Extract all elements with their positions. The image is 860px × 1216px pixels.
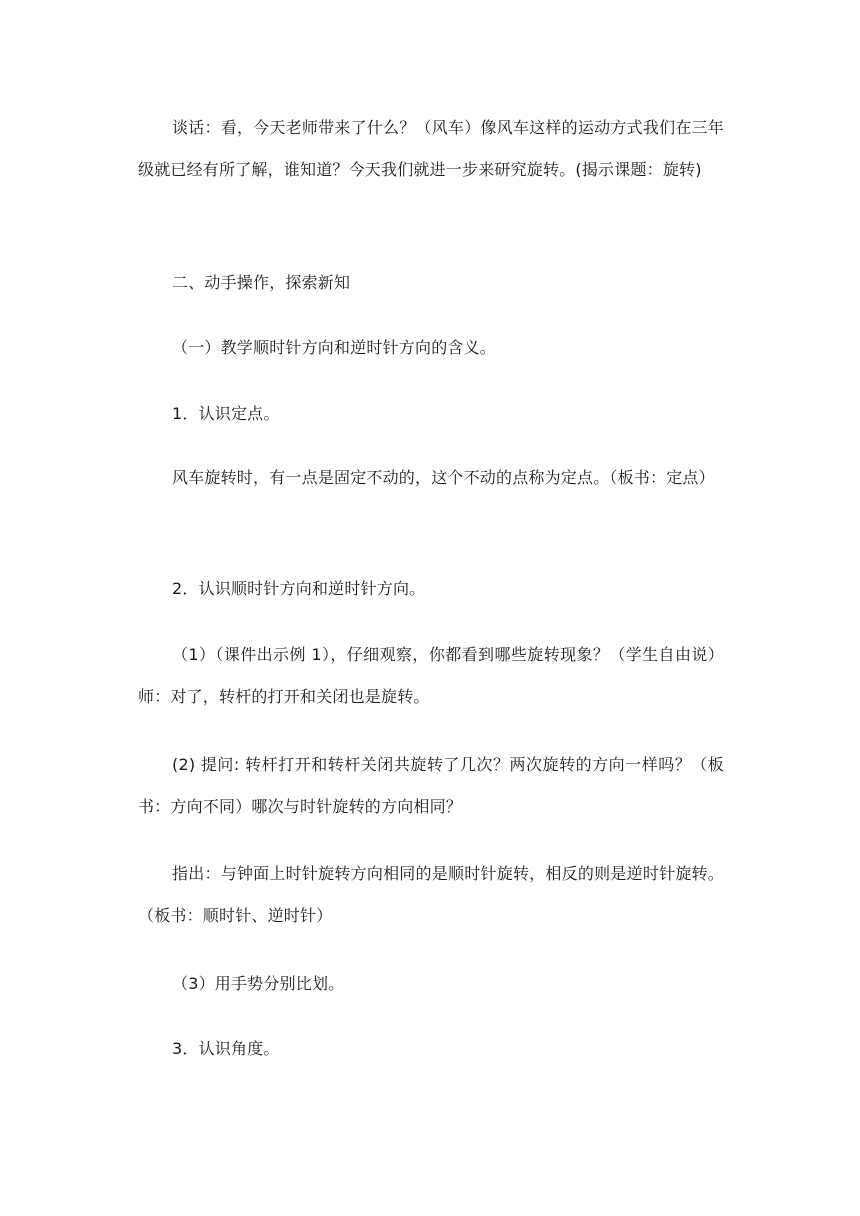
paragraph-example-1: （1）（课件出示例 1），仔细观察，你都看到哪些旋转现象？（学生自由说）师：对了，转杆的打开和关闭也是旋转。: [138, 645, 724, 706]
section-heading-2: 二、动手操作，探索新知: [172, 273, 351, 292]
item-heading-2: 2．认识顺时针方向和逆时针方向。: [172, 579, 426, 598]
item-heading-3: 3．认识角度。: [172, 1039, 280, 1058]
paragraph-gesture: （3）用手势分别比划。: [172, 974, 345, 993]
paragraph-fixed-point: 风车旋转时，有一点是固定不动的，这个不动的点称为定点。（板书：定点）: [172, 468, 715, 487]
item-heading-1: 1．认识定点。: [172, 404, 280, 423]
paragraph-explanation: 指出：与钟面上时针旋转方向相同的是顺时针旋转，相反的则是逆时针旋转。（板书：顺时针、逆时针）: [138, 864, 724, 925]
paragraph-intro-talk: 谈话：看，今天老师带来了什么？（风车）像风车这样的运动方式我们在三年级就已经有所了解，谁知道？今天我们就进一步来研究旋转。(揭示课题：旋转): [138, 118, 724, 179]
paragraph-question: (2) 提问: 转杆打开和转杆关闭共旋转了几次？两次旋转的方向一样吗？（板书：方向不同）哪次与时针旋转的方向相同？: [138, 755, 724, 816]
subsection-heading-1: （一）教学顺时针方向和逆时针方向的含义。: [172, 338, 497, 357]
